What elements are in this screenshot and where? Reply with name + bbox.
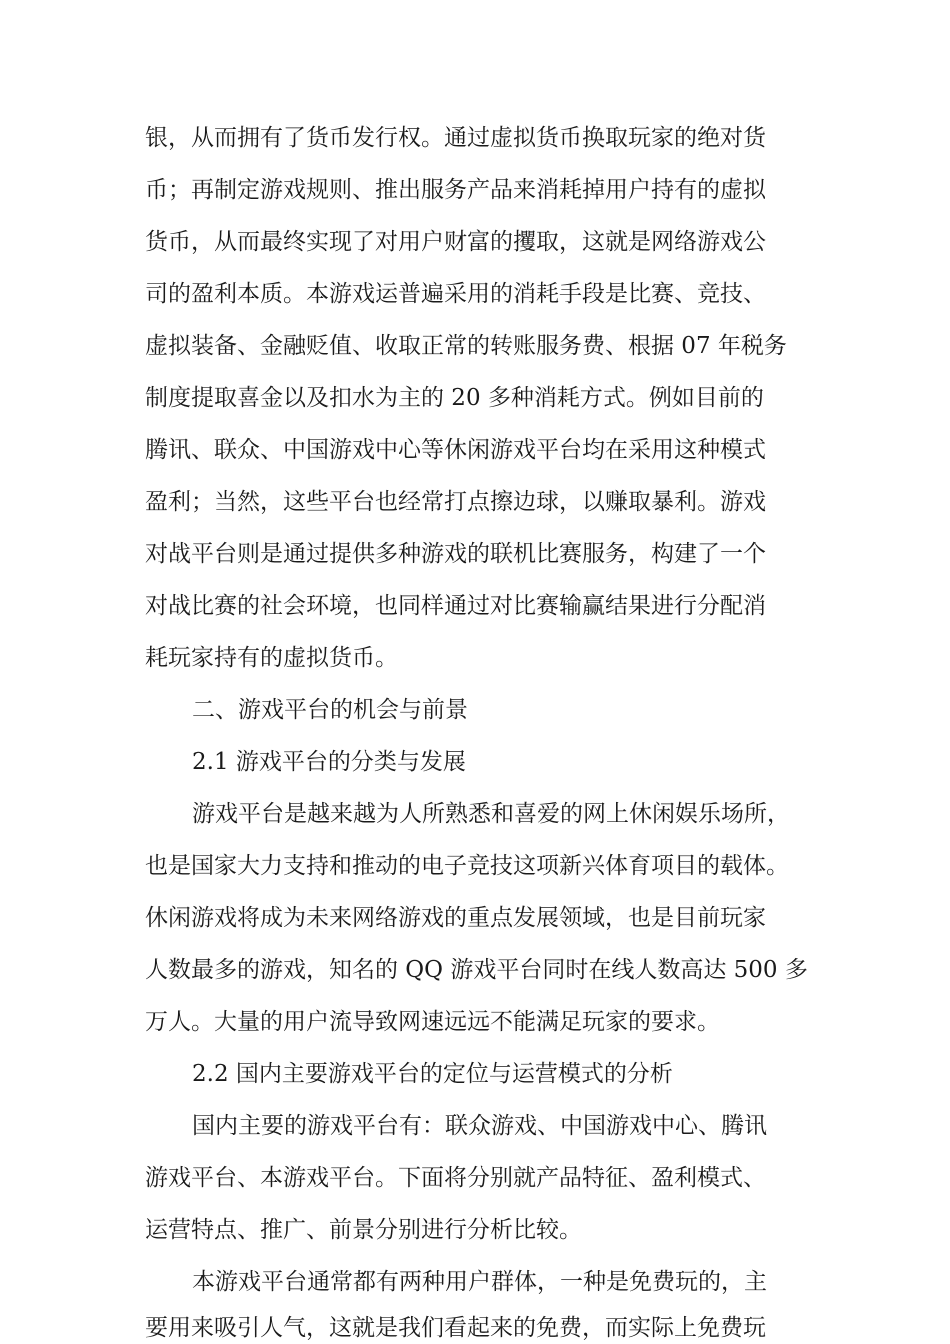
text-line: 制度提取喜金以及扣水为主的 20 多种消耗方式。例如目前的 <box>145 385 764 411</box>
text-line: 耗玩家持有的虚拟货币。 <box>145 645 398 671</box>
text-line: 虚拟装备、金融贬值、收取正常的转账服务费、根据 07 年税务 <box>145 333 787 359</box>
text-line: 司的盈利本质。本游戏运普遍采用的消耗手段是比赛、竞技、 <box>145 281 766 307</box>
text-line: 货币，从而最终实现了对用户财富的攫取，这就是网络游戏公 <box>145 229 766 255</box>
text-line: 休闲游戏将成为未来网络游戏的重点发展领域，也是目前玩家 <box>145 905 766 931</box>
text-line: 国内主要的游戏平台有：联众游戏、中国游戏中心、腾讯 <box>192 1113 767 1139</box>
section-heading: 二、游戏平台的机会与前景 <box>192 697 468 723</box>
text-line: 万人。大量的用户流导致网速远远不能满足玩家的要求。 <box>145 1009 720 1035</box>
text-line: 本游戏平台通常都有两种用户群体，一种是免费玩的，主 <box>192 1269 767 1295</box>
subsection-heading: 2.2 国内主要游戏平台的定位与运营模式的分析 <box>192 1061 673 1087</box>
text-line: 对战比赛的社会环境，也同样通过对比赛输赢结果进行分配消 <box>145 593 766 619</box>
text-line: 盈利；当然，这些平台也经常打点擦边球，以赚取暴利。游戏 <box>145 489 766 515</box>
text-line: 银，从而拥有了货币发行权。通过虚拟货币换取玩家的绝对货 <box>145 125 766 151</box>
text-line: 要用来吸引人气，这就是我们看起来的免费，而实际上免费玩 <box>145 1315 766 1341</box>
text-line: 也是国家大力支持和推动的电子竞技这项新兴体育项目的载体。 <box>145 853 789 879</box>
text-line: 游戏平台是越来越为人所熟悉和喜爱的网上休闲娱乐场所， <box>192 801 790 827</box>
text-line: 运营特点、推广、前景分别进行分析比较。 <box>145 1217 582 1243</box>
subsection-heading: 2.1 游戏平台的分类与发展 <box>192 749 466 775</box>
text-line: 游戏平台、本游戏平台。下面将分别就产品特征、盈利模式、 <box>145 1165 766 1191</box>
text-line: 人数最多的游戏，知名的 QQ 游戏平台同时在线人数高达 500 多 <box>145 957 808 983</box>
text-line: 币；再制定游戏规则、推出服务产品来消耗掉用户持有的虚拟 <box>145 177 766 203</box>
text-line: 对战平台则是通过提供多种游戏的联机比赛服务，构建了一个 <box>145 541 766 567</box>
text-line: 腾讯、联众、中国游戏中心等休闲游戏平台均在采用这种模式 <box>145 437 766 463</box>
